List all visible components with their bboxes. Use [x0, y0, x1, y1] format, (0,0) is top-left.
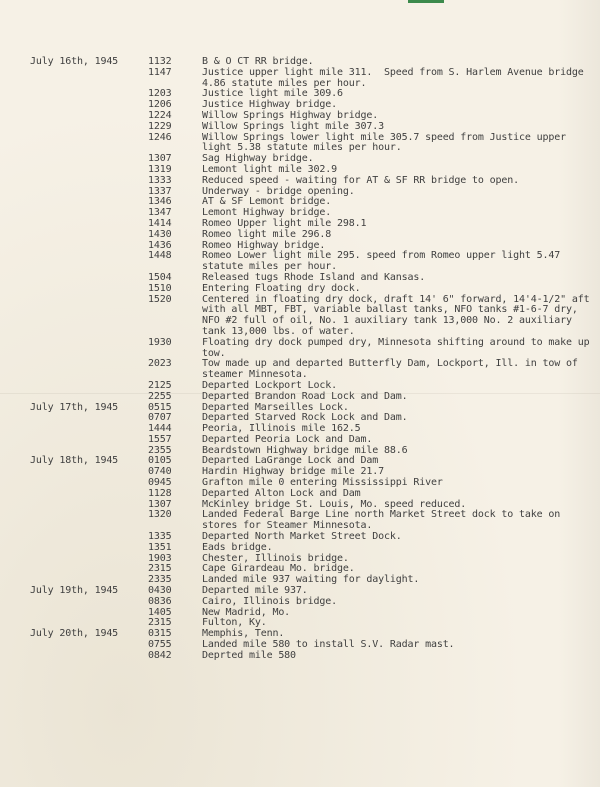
log-entry — [30, 608, 600, 619]
log-time: 2315 — [148, 617, 172, 629]
log-time: 1347 — [148, 207, 172, 219]
log-time: 1206 — [148, 99, 172, 111]
log-entry — [30, 133, 600, 155]
log-description: Released tugs Rhode Island and Kansas. — [202, 271, 426, 283]
log-description: Landed mile 580 to install S.V. Radar mast. — [202, 639, 455, 651]
log-description: New Madrid, Mo. — [202, 606, 291, 618]
log-entry — [30, 640, 600, 651]
log-description: Romeo Highway bridge. — [202, 239, 326, 251]
log-date: July 20th, 1945 — [30, 628, 119, 640]
log-time: 1307 — [148, 153, 172, 165]
log-time: 1930 — [148, 336, 172, 348]
log-time: 1229 — [148, 120, 172, 132]
log-time: 0430 — [148, 585, 172, 597]
log-time: 1337 — [148, 185, 172, 197]
log-time: 0740 — [148, 466, 172, 478]
log-description: Grafton mile 0 entering Mississippi River — [202, 477, 443, 489]
log-time: 1510 — [148, 282, 172, 294]
log-entry — [30, 122, 600, 133]
log-date: July 18th, 1945 — [30, 455, 119, 467]
log-description: Willow Springs lower light mile 305.7 speed from Justice upper light 5.38 statute miles per hour. — [202, 131, 572, 154]
log-date: July 16th, 1945 — [30, 56, 119, 67]
log-description: Lemont light mile 302.9 — [202, 163, 338, 175]
log-time: 1448 — [148, 250, 172, 262]
log-time: 1128 — [148, 487, 172, 499]
log-time: 1405 — [148, 606, 172, 618]
log-description: Fulton, Ky. — [202, 617, 267, 629]
log-time: 1335 — [148, 531, 172, 543]
log-time: 1203 — [148, 88, 172, 100]
log-time: 1147 — [148, 66, 172, 78]
log-description: Cape Girardeau Mo. bridge. — [202, 563, 355, 575]
log-time: 1504 — [148, 271, 172, 283]
log-time: 2023 — [148, 358, 172, 370]
log-description: Centered in floating dry dock, draft 14' 6" forward, 14'4-1/2" aft with all MBT, FBT, variable ballast tanks, NFO tanks #1-6-7 dry, NFO #2 full of oil, No. 1 auxiliary tank 13,000 No. 2 auxiliary tank 13,000 lbs. of water. — [202, 293, 596, 337]
log-time: 1333 — [148, 174, 172, 186]
log-time: 0945 — [148, 477, 172, 489]
log-time: 0105 — [148, 455, 172, 467]
log-time: 1444 — [148, 423, 172, 435]
log-entry — [30, 510, 600, 532]
log-time: 0842 — [148, 649, 172, 661]
log-time: 2315 — [148, 563, 172, 575]
log-description: Lemont Highway bridge. — [202, 207, 332, 219]
log-entry — [30, 338, 600, 360]
log-description: Willow Springs Highway bridge. — [202, 109, 379, 121]
log-time: 0755 — [148, 639, 172, 651]
log-time: 2125 — [148, 379, 172, 391]
log-description: Departed Brandon Road Lock and Dam. — [202, 390, 408, 402]
log-entry — [30, 597, 600, 608]
log-time: 1346 — [148, 196, 172, 208]
log-time: 1430 — [148, 228, 172, 240]
log-description: Entering Floating dry dock. — [202, 282, 361, 294]
log-time: 1520 — [148, 293, 172, 305]
log-time: 1246 — [148, 131, 172, 143]
log-entry — [30, 532, 600, 543]
log-time: 1132 — [148, 56, 172, 67]
log-description: Departed Alton Lock and Dam — [202, 487, 361, 499]
log-description: Justice upper light mile 311. Speed from S. Harlem Avenue bridge 4.86 statute miles per hour. — [202, 66, 590, 89]
log-time: 1557 — [148, 433, 172, 445]
log-time: 0707 — [148, 412, 172, 424]
log-entry — [30, 230, 600, 241]
log-description: Departed LaGrange Lock and Dam — [202, 455, 379, 467]
log-description: Departed North Market Street Dock. — [202, 531, 402, 543]
log-description: Chester, Illinois bridge. — [202, 552, 349, 564]
log-time: 1319 — [148, 163, 172, 175]
log-description: Cairo, Illinois bridge. — [202, 595, 338, 607]
log-time: 2335 — [148, 574, 172, 586]
log-entry — [30, 359, 600, 381]
log-description: Justice Highway bridge. — [202, 99, 338, 111]
log-description: Justice light mile 309.6 — [202, 88, 343, 100]
log-time: 1320 — [148, 509, 172, 521]
log-description: Landed Federal Barge Line north Market Street dock to take on stores for Steamer Minnesota. — [202, 509, 566, 532]
green-tape-edge — [408, 0, 444, 3]
log-description: Sag Highway bridge. — [202, 153, 314, 165]
log-entry — [30, 392, 600, 403]
log-time: 0836 — [148, 595, 172, 607]
log-entry — [30, 295, 600, 338]
log-time: 2255 — [148, 390, 172, 402]
log-date: July 17th, 1945 — [30, 401, 119, 413]
log-time: 1224 — [148, 109, 172, 121]
log-time: 1903 — [148, 552, 172, 564]
log-description: AT & SF Lemont bridge. — [202, 196, 332, 208]
log-entry — [30, 284, 600, 295]
log-description: Underway - bridge opening. — [202, 185, 355, 197]
log-entry — [30, 251, 600, 273]
log-date: July 19th, 1945 — [30, 585, 119, 597]
log-description: Departed mile 937. — [202, 585, 308, 597]
log-time: 0515 — [148, 401, 172, 413]
log-description: Tow made up and departed Butterfly Dam, Lockport, Ill. in tow of steamer Minnesota. — [202, 358, 584, 381]
log-description: Romeo Lower light mile 295. speed from Romeo upper light 5.47 statute miles per hour. — [202, 250, 566, 273]
log-description: Romeo Upper light mile 298.1 — [202, 217, 367, 229]
log-entry — [30, 176, 600, 187]
log-time: 2355 — [148, 444, 172, 456]
log-description: Peoria, Illinois mile 162.5 — [202, 423, 361, 435]
log-entry — [30, 651, 600, 662]
log-description: McKinley bridge St. Louis, Mo. speed reduced. — [202, 498, 467, 510]
log-description: Romeo light mile 296.8 — [202, 228, 332, 240]
log-time: 0315 — [148, 628, 172, 640]
log-description: Beardstown Highway bridge mile 88.6 — [202, 444, 408, 456]
log-time: 1307 — [148, 498, 172, 510]
log-time: 1414 — [148, 217, 172, 229]
log-description: Hardin Highway bridge mile 21.7 — [202, 466, 384, 478]
log-description: Deprted mile 580 — [202, 649, 296, 661]
log-description: Landed mile 937 waiting for daylight. — [202, 574, 420, 586]
log-description: B & O CT RR bridge. — [202, 56, 314, 67]
log-description: Departed Lockport Lock. — [202, 379, 338, 391]
log-entry — [30, 68, 600, 90]
voyage-log — [30, 57, 600, 662]
log-description: Floating dry dock pumped dry, Minnesota shifting around to make up tow. — [202, 336, 596, 359]
log-description: Departed Marseilles Lock. — [202, 401, 349, 413]
log-time: 1351 — [148, 541, 172, 553]
log-time: 1436 — [148, 239, 172, 251]
log-description: Reduced speed - waiting for AT & SF RR bridge to open. — [202, 174, 520, 186]
log-description: Eads bridge. — [202, 541, 273, 553]
log-description: Departed Starved Rock Lock and Dam. — [202, 412, 408, 424]
log-description: Departed Peoria Lock and Dam. — [202, 433, 373, 445]
log-description: Memphis, Tenn. — [202, 628, 285, 640]
log-description: Willow Springs light mile 307.3 — [202, 120, 384, 132]
